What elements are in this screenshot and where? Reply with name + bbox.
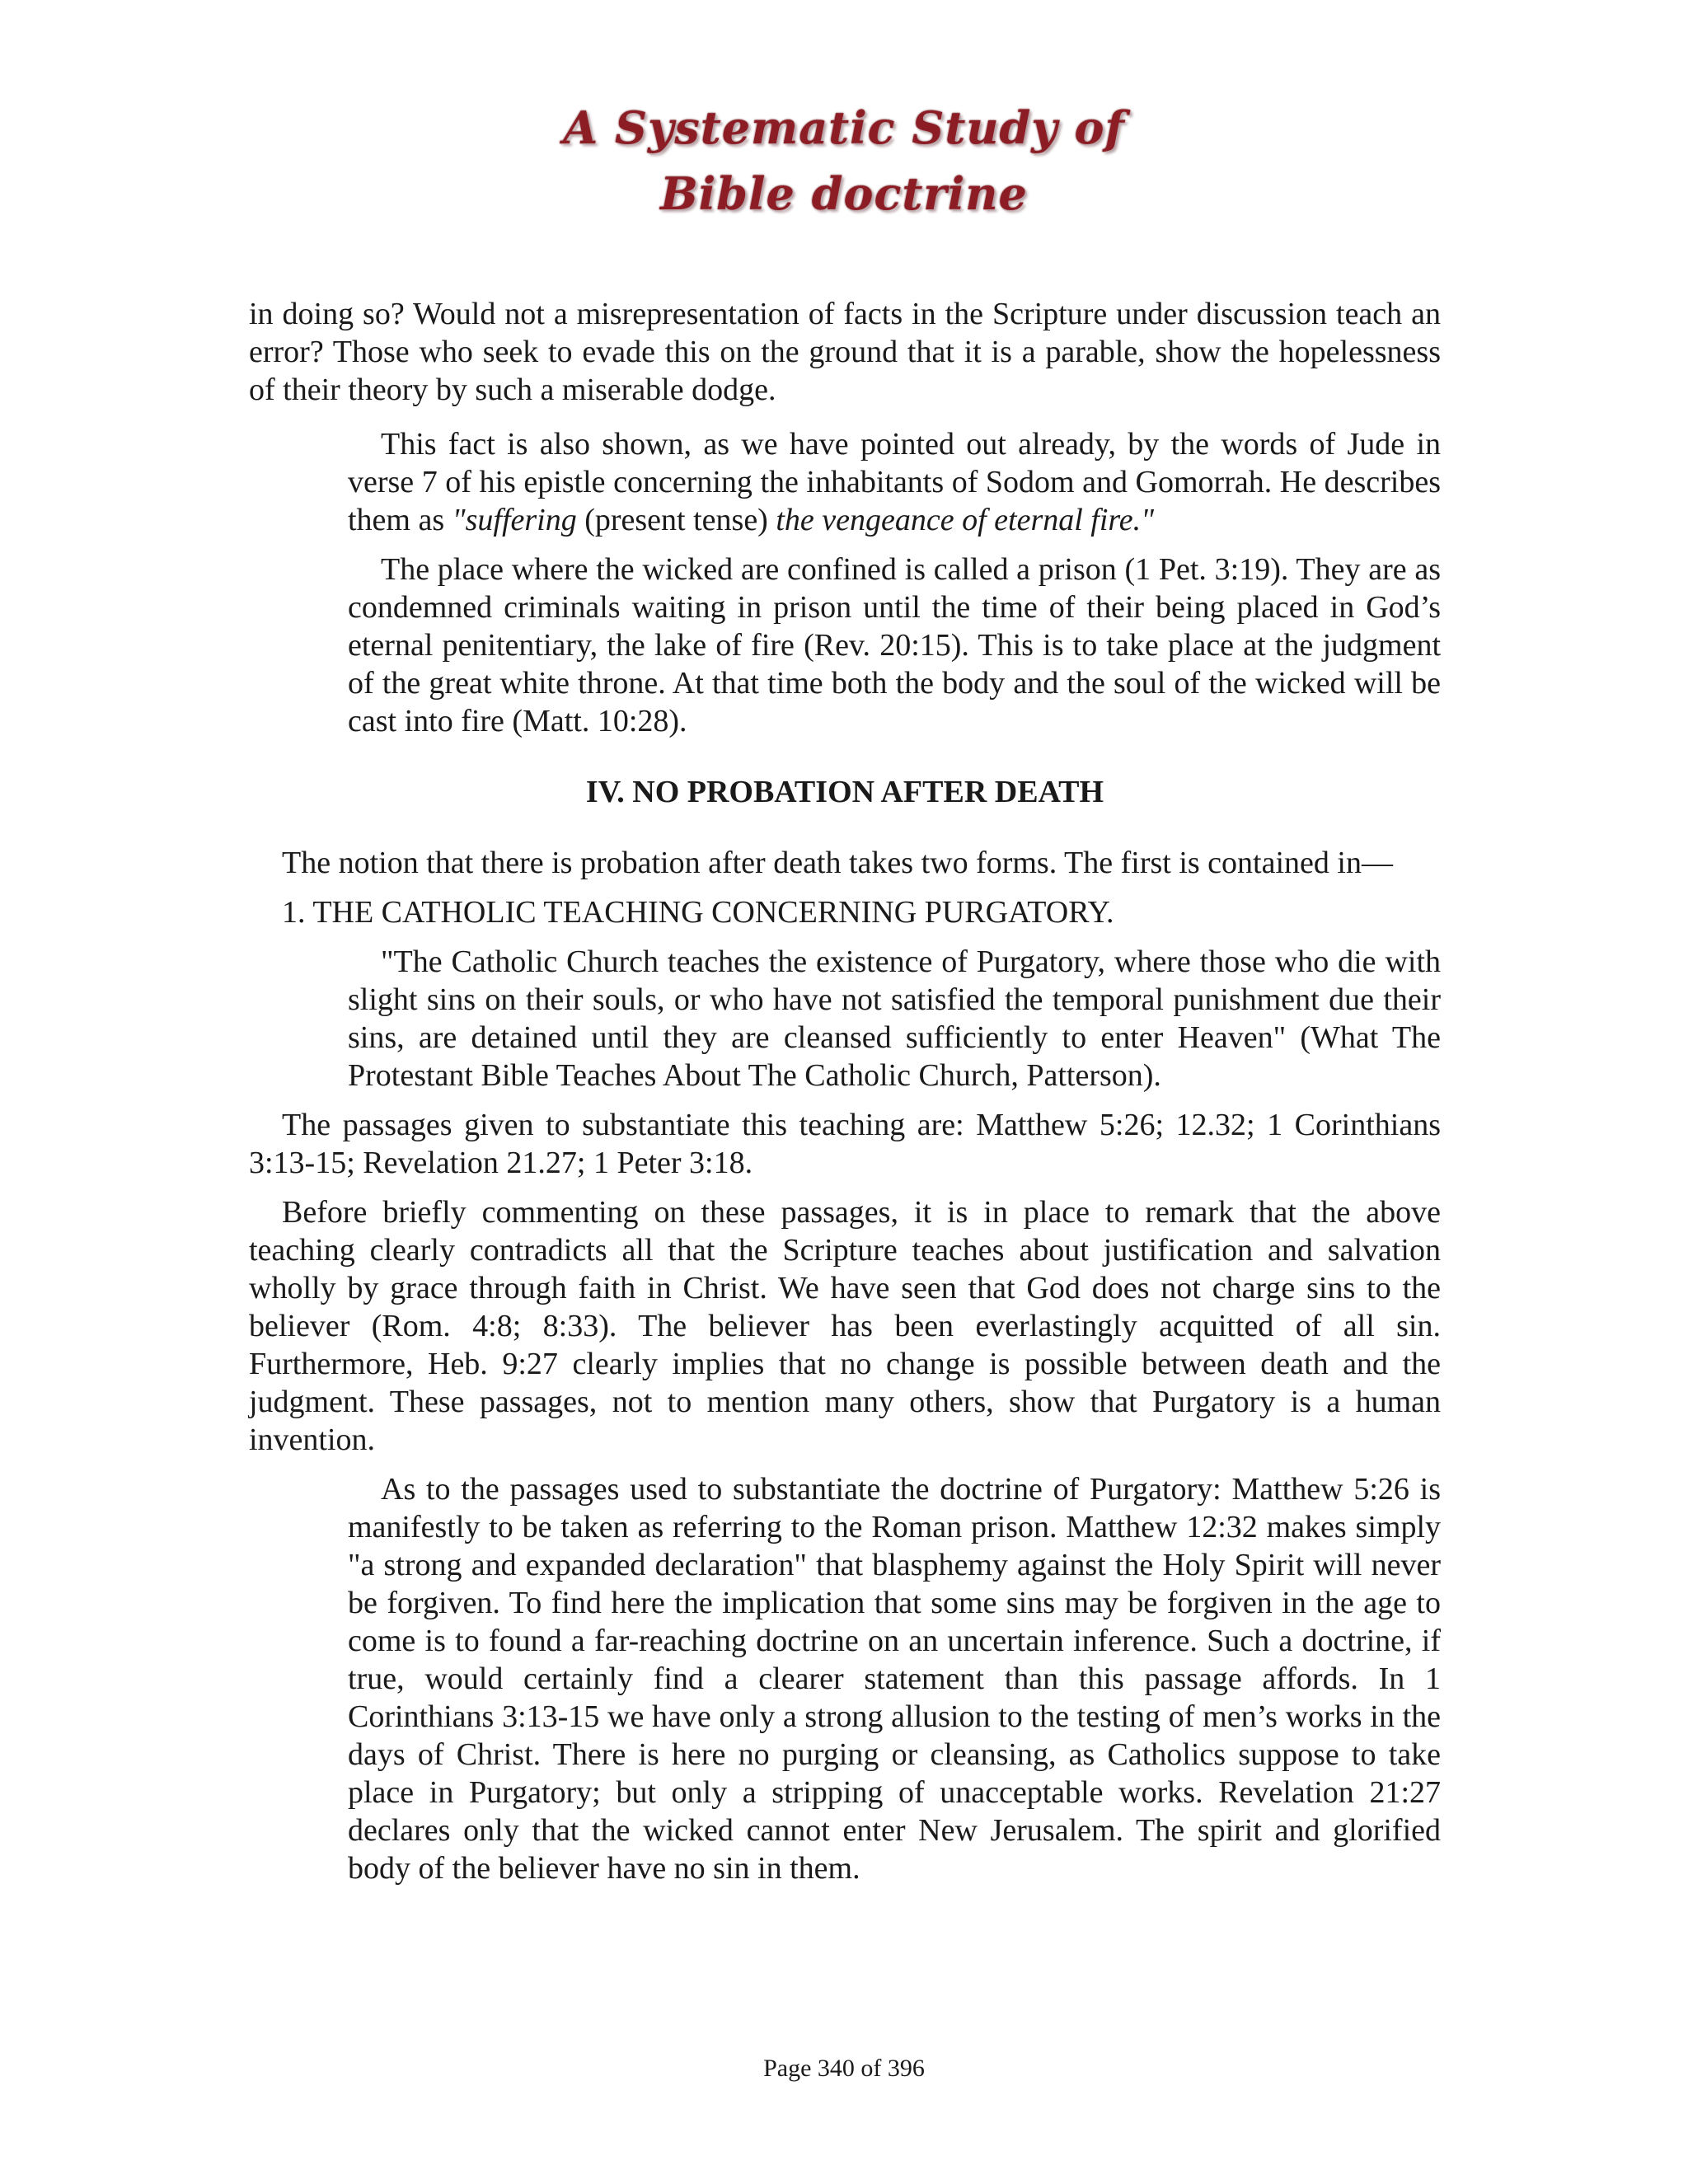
paragraph-passages-analysis: As to the passages used to substantiate the doctrine of Purgatory: Matthew 5:26 is manifestly to be taken as referring to the Roman prison. Matthew 12:32 makes simply "a strong and expanded declaration" that blasphemy against the Holy Spirit will never be forgiven. To find here the implication that some sins may be forgiven in the age to come is to found a far-reaching doctrine on an uncertain inference. Such a doctrine, if true, would certainly find a clearer statement than this passage affords. In 1 Corinthians 3:13-15 we have only a strong allusion to the testing of men’s works in the days of Christ. There is here no purging or cleansing, as Catholics suppose to take place in Purgatory; but only a stripping of unacceptable works. Revelation 21:27 declares only that the wicked cannot enter New Jerusalem. The spirit and glorified body of the believer have no sin in them.	[348, 1472, 1441, 1886]
page-body	[249, 295, 1441, 1899]
paragraph-continuation: in doing so? Would not a misrepresentation of facts in the Scripture under discussion teach an error? Those who seek to evade this on the ground that it is a parable, show the hopelessness of their theory by such a miserable dodge.	[249, 297, 1441, 407]
list-item-purgatory: 1. THE CATHOLIC TEACHING CONCERNING PURGATORY.	[282, 895, 1114, 930]
paragraph-jude-emphasis-1: "suffering	[452, 503, 577, 537]
page-number: Page 340 of 396	[763, 2055, 925, 2082]
paragraph-prison: The place where the wicked are confined is called a prison (1 Pet. 3:19). They are as condemned criminals waiting in prison until the time of their being placed in God’s eternal penitentiary, the lake of fire (Rev. 20:15). This is to take place at the judgment of the great white throne. At that time both the body and the soul of the wicked will be cast into fire (Matt. 10:28).	[348, 552, 1441, 738]
paragraph-jude-text-b: (present tense)	[576, 503, 776, 537]
quote-catholic-church: "The Catholic Church teaches the existence of Purgatory, where those who die with slight sins on their souls, or who have not satisfied the temporal punishment due their sins, are detained until they are cleansed sufficiently to enter Heaven" (What The Protestant Bible Teaches About The Catholic Church, Patterson).	[348, 944, 1441, 1093]
document-title-logo	[0, 95, 1688, 227]
paragraph-jude	[348, 425, 1441, 539]
paragraph-jude-emphasis-2: the vengeance of eternal fire."	[776, 503, 1155, 537]
title-line-1: A Systematic Study of	[563, 101, 1125, 154]
paragraph-jude-text-a: This fact is also shown, as we have pointed out already, by the words of Jude in verse 7 of his epistle concerning the inhabitants of Sodom and Gomorrah. He describes them as	[348, 427, 1441, 537]
paragraph-probation: The notion that there is probation after death takes two forms. The first is contained in—	[282, 846, 1393, 880]
paragraph-commentary: Before briefly commenting on these passages, it is in place to remark that the above teaching clearly contradicts all that the Scripture teaches about justification and salvation wholly by grace through faith in Christ. We have seen that God does not charge sins to the believer (Rom. 4:8; 8:33). The believer has been everlastingly acquitted of all sin. Furthermore, Heb. 9:27 clearly implies that no change is possible between death and the judgment. These passages, not to mention many others, show that Purgatory is a human invention.	[249, 1195, 1441, 1457]
paragraph-passages: The passages given to substantiate this teaching are: Matthew 5:26; 12.32; 1 Corinthians 3:13-15; Revelation 21.27; 1 Peter 3:18.	[249, 1108, 1441, 1180]
title-line-2: Bible doctrine	[660, 167, 1028, 220]
section-heading: IV. NO PROBATION AFTER DEATH	[585, 775, 1104, 809]
